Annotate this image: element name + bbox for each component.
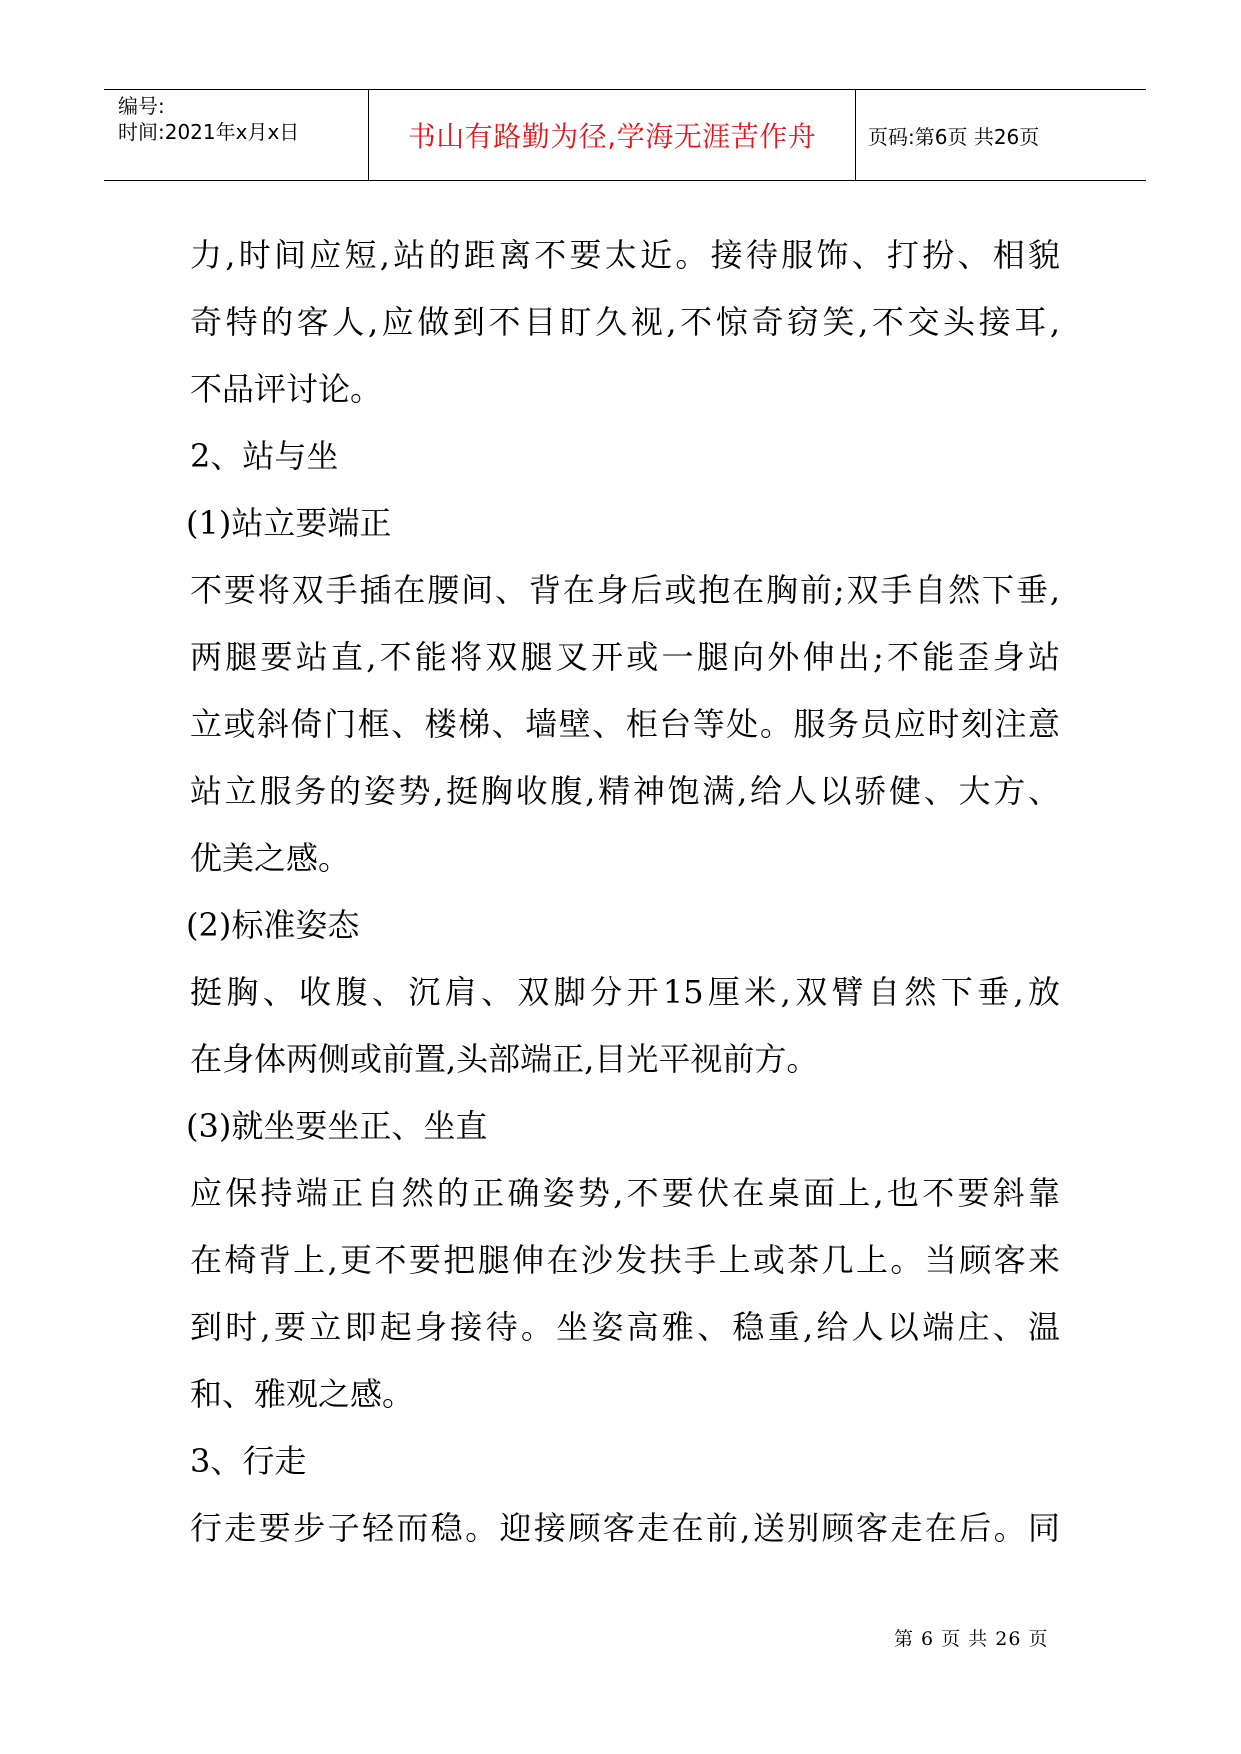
body-line: 站立服务的姿势,挺胸收腹,精神饱满,给人以骄健、大方、 — [190, 772, 1060, 810]
body-line: 不要将双手插在腰间、背在身后或抱在胸前;双手自然下垂, — [190, 571, 1060, 609]
header-meta-cell — [104, 90, 368, 180]
document-number-label: 编号: — [118, 94, 165, 118]
body-line: 不品评讨论。 — [190, 370, 383, 408]
header-motto: 书山有路勤为径,学海无涯苦作舟 — [407, 120, 817, 153]
body-line: 两腿要站直,不能将双腿叉开或一腿向外伸出;不能歪身站 — [190, 638, 1060, 676]
body-line: 奇特的客人,应做到不目盯久视,不惊奇窃笑,不交头接耳, — [190, 303, 1060, 341]
page-footer: 第 6 页 共 26 页 — [894, 1628, 1049, 1650]
section-heading: 3、行走 — [190, 1442, 307, 1480]
header-motto-cell — [368, 90, 856, 180]
body-line: 在椅背上,更不要把腿伸在沙发扶手上或茶几上。当顾客来 — [190, 1241, 1060, 1279]
body-line: 挺胸、收腹、沉肩、双脚分开15厘米,双臂自然下垂,放 — [190, 973, 1060, 1011]
header-page-code: 页码:第6页 共26页 — [868, 124, 1040, 149]
body-line: 在身体两侧或前置,头部端正,目光平视前方。 — [190, 1040, 819, 1078]
document-header — [104, 89, 1146, 181]
body-line: 行走要步子轻而稳。迎接顾客走在前,送别顾客走在后。同 — [190, 1509, 1060, 1547]
body-line: 和、雅观之感。 — [190, 1375, 415, 1413]
subsection-heading: (1)站立要端正 — [186, 504, 392, 542]
document-time-label: 时间:2021年x月x日 — [118, 120, 300, 144]
body-line: 立或斜倚门框、楼梯、墙壁、柜台等处。服务员应时刻注意 — [190, 705, 1060, 743]
body-line: 力,时间应短,站的距离不要太近。接待服饰、打扮、相貌 — [190, 236, 1060, 274]
body-line: 应保持端正自然的正确姿势,不要伏在桌面上,也不要斜靠 — [190, 1174, 1060, 1212]
subsection-heading: (3)就坐要坐正、坐直 — [186, 1107, 488, 1145]
document-body — [186, 222, 1060, 1562]
body-line: 到时,要立即起身接待。坐姿高雅、稳重,给人以端庄、温 — [190, 1308, 1060, 1346]
header-page-cell — [856, 90, 1146, 180]
section-heading: 2、站与坐 — [190, 437, 339, 475]
body-line: 优美之感。 — [190, 839, 351, 877]
subsection-heading: (2)标准姿态 — [186, 906, 360, 944]
